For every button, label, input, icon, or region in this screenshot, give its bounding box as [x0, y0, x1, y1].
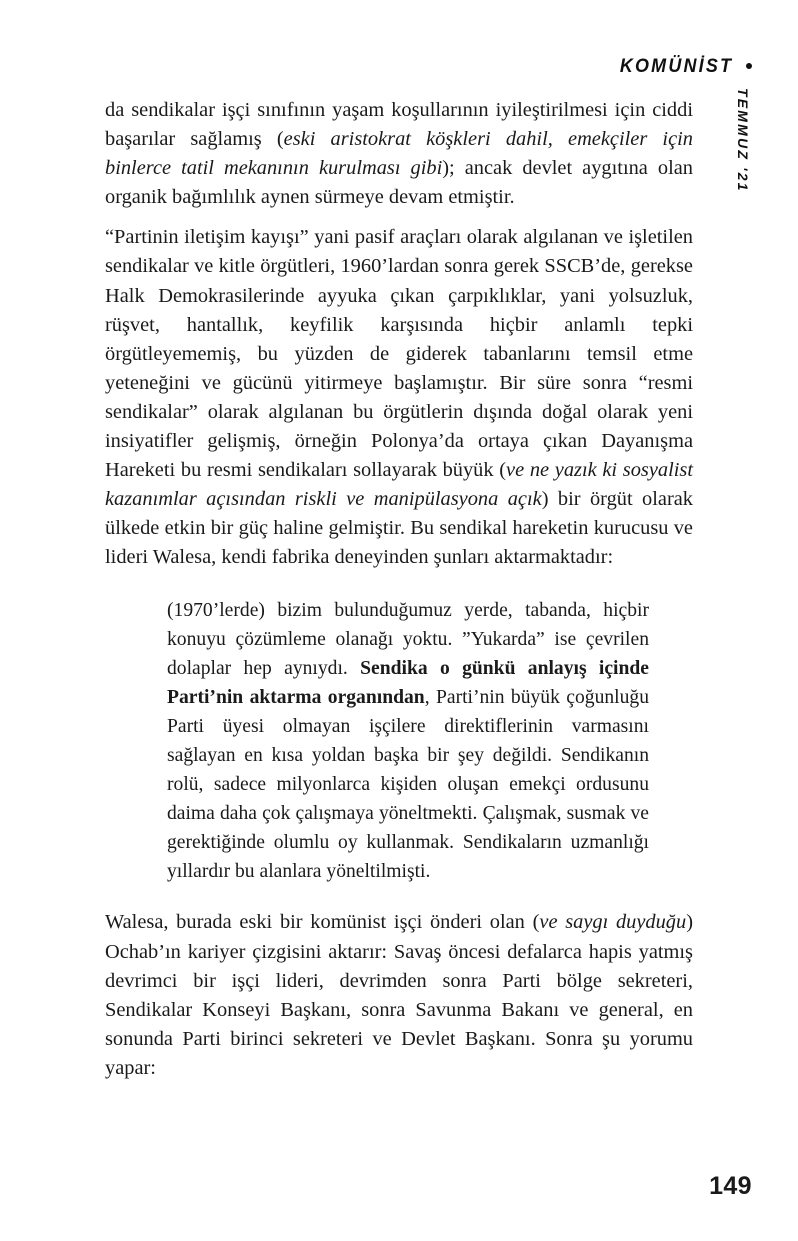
issue-date-vertical — [732, 88, 754, 208]
body-paragraph-3 — [105, 908, 693, 1083]
running-header — [610, 57, 752, 77]
bullet-dot-icon — [746, 63, 752, 69]
text-run: “Partinin iletişim kayışı” yani pasif araçları olarak algılanan ve işletilen sendikalar ve kitle örgütleri, 1960’lardan sonra gerek SSCB’de, gerekse Halk Demokrasilerinde ayyuka çıkan çarpıklıklar, yani yolsuzluk, rüşvet, hantallık, keyfilik karşısında hiçbir anlamlı tepki örgütleyememiş, bu yüzden de giderek tabanlarını temsil etme yeteneğini ve gücünü yitirmeye başlamıştır. Bir süre sonra “resmi sendikalar” olarak algılanan bu örgütlerin dışında doğal olarak yeni insiyatifler gelişmiş, örneğin Polonya’da ortaya çıkan Dayanışma Hareketi bu resmi sendikaları sollayarak büyük ( — [105, 226, 693, 482]
publication-title: KOMÜNİST — [619, 55, 733, 77]
italic-run: eski aristokrat köşkleri dahil, emekçiler için binlerce tatil mekanının kurulması gibi — [105, 128, 693, 180]
italic-run: ve saygı duyduğu — [539, 911, 687, 934]
text-run: (1970’lerde) bizim bulunduğumuz yerde, tabanda, hiçbir konuyu çözümleme olanağı yoktu. ”Yukarda” ise çevrilen dolaplar hep aynıydı. — [167, 599, 649, 679]
page-number: 149 — [709, 1172, 752, 1200]
text-run: ) bir örgüt olarak ülkede etkin bir güç haline gelmiştir. Bu sendikal hareketin kurucusu ve lideri Walesa, kendi fabrika deneyinden şunları aktarmaktadır: — [105, 488, 693, 569]
text-run: ) Ochab’ın kariyer çizgisini aktarır: Savaş öncesi defalarca hapis yatmış devrimci bir işçi lideri, devrimden sonra Parti bölge sekreteri, Sendikalar Konseyi Başkanı, sonra Savunma Bakanı ve general, en sonunda Parti birinci sekreteri ve Devlet Başkanı. Sonra şu yorumu yapar: — [105, 911, 693, 1079]
text-column — [105, 96, 693, 1083]
text-run: , Parti’nin büyük çoğunluğu Parti üyesi olmayan işçilere direktiflerinin varmasını sağlayan en kısa yoldan başka bir şey değildi. Sendikanın rolü, sadece milyonlarca kişiden oluşan emekçi ordusunu daima daha çok çalışmaya yöneltmekti. Çalışmak, susmak ve gerektiğinde olumlu oy kullanmak. Sendikaların uzmanlığı yıllardır bu alanlara yöneltilmişti. — [167, 686, 649, 883]
text-run: ); ancak devlet aygıtına olan organik bağımlılık aynen sürmeye devam etmiştir. — [105, 157, 693, 209]
bold-run: Sendika o günkü anlayış içinde Parti’nin aktarma organından — [167, 657, 649, 708]
body-paragraph-1 — [105, 96, 693, 212]
text-run: da sendikalar işçi sınıfının yaşam koşullarının iyileştirilmesi için ciddi başarılar sağlamış ( — [105, 99, 693, 151]
italic-run: ve ne yazık ki sosyalist kazanımlar açısından riskli ve manipülasyona açık — [105, 459, 694, 511]
issue-date-label: TEMMUZ '21 — [735, 88, 751, 193]
text-run: Walesa, burada eski bir komünist işçi önderi olan ( — [105, 911, 540, 934]
body-paragraph-2 — [105, 223, 693, 572]
block-quotation — [167, 596, 649, 887]
